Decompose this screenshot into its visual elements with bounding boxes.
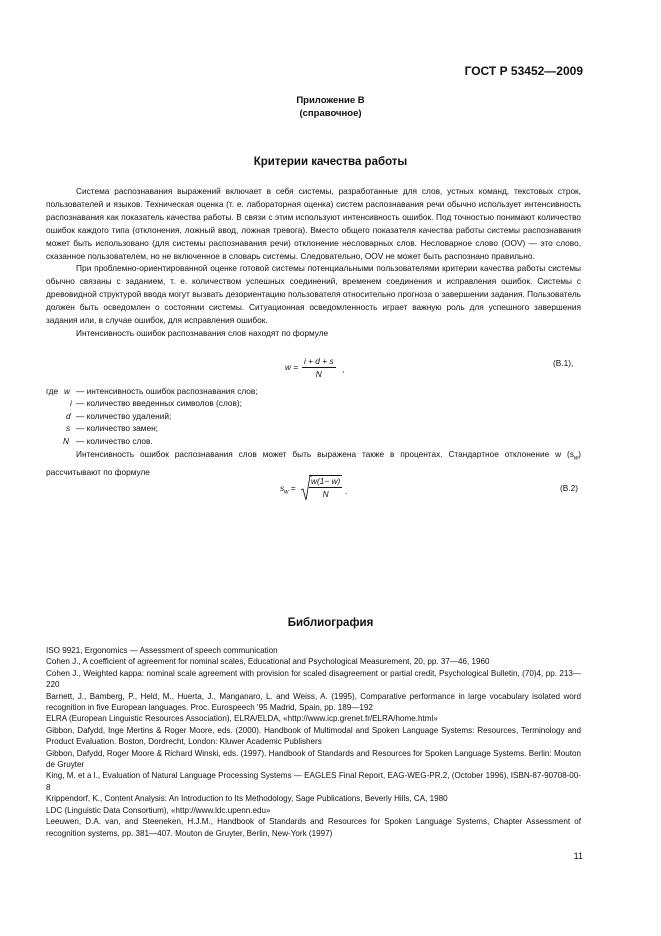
paragraph-text: Интенсивность ошибок распознавания слов может быть выражена также в процентах. Стандартное отклонение w (s xyxy=(76,449,574,459)
legend-text: — количество замен; xyxy=(76,423,158,434)
bibliography-heading: Библиография xyxy=(287,617,374,629)
bibliography-entry: Cohen J., A coefficient of agreement for nominal scales, Educational and Psychological Measurement, 20, pp. 37—46, 1960 xyxy=(46,657,490,667)
legend-row xyxy=(46,397,581,409)
formula-1-lhs: w = xyxy=(285,362,299,372)
legend-text: — количество введенных символов (слов); xyxy=(76,398,242,409)
formula-1-numerator: i + d + s xyxy=(304,356,334,366)
bibliography-entry: Leeuwen, D.A. van, and Steeneken, H.J.M., Handbook of Standards and Resources for Spoken Language Systems, Chapter Assessment of recognition systems, pp. 381—407. Mouton de Gruyter, Berlin, New-York (1997) xyxy=(46,817,581,838)
criteria-heading: Критерии качества работы xyxy=(253,156,408,168)
bibliography-entry: Gibbon, Dafydd, Roger Moore & Richard Winski, eds. (1997). Handbook of Standards and Resources for Spoken Language Systems. Berlin: Mouton de Gruyter xyxy=(46,748,581,770)
legend-row xyxy=(46,410,581,422)
bibliography-entry: Gibbon, Dafydd, Inge Mertins & Roger Moore, eds. (2000). Handbook of Multimodal and Spoken Language Systems: Resources, Terminology and Product Evaluation. Boston, Dordrecht, London: Kluwer Academic Publishers xyxy=(46,725,581,747)
standard-code: ГОСТ Р 53452—2009 xyxy=(464,64,583,78)
bibliography-entry: ELRA (European Linguistic Resources Association), ELRA/ELDA, «http://www.icp.grenet.fr/ELRA/home.html» xyxy=(46,714,438,724)
formula-2-number: (В.2) xyxy=(560,483,578,493)
legend-symbol: w xyxy=(64,386,70,396)
bibliography-entry: Cohen J., Weighted kappa: nominal scale agreement with provision for scaled disagreement or partial credit, Psychological Bulletin, (70)4, pp. 213—220 xyxy=(46,668,581,690)
symbol-legend xyxy=(46,385,581,447)
formula-2-fraction xyxy=(309,475,342,499)
legend-text: — количество слов. xyxy=(76,435,153,446)
formula-1-number: (В.1), xyxy=(553,358,574,368)
legend-row xyxy=(46,385,581,397)
legend-row xyxy=(46,435,581,447)
paragraph xyxy=(46,448,581,478)
bibliography-list xyxy=(46,645,581,839)
bibliography-entry: Barnett, J., Bamberg, P., Held, M., Huerta, J., Manganaro, L. and Weiss, A. (1995), Comparative performance in large vocabulary isolated word recognition in five European languages. Proc. Eurospeech '95 Madrid, Spain, pp. 189—192 xyxy=(46,691,581,713)
formula-2-numerator: w(1− w) xyxy=(311,476,341,486)
criteria-body xyxy=(46,185,581,340)
bibliography-entry: ISO 9921, Ergonomics — Assessment of speech communication xyxy=(46,646,278,655)
page-number: 11 xyxy=(573,851,583,861)
paragraph: Интенсивность ошибок распознавания слов находят по формуле xyxy=(76,327,329,338)
legend-row xyxy=(46,422,581,434)
appendix-subtitle: (справочное) xyxy=(299,108,362,119)
paragraph: При проблемно-ориентированной оценке готовой системы потенциальными пользователями критерии качества работы системы обычно связаны с заданием, т. е. количеством успешных соединений, временем соединения и исправления ошибок. Системы с древовидной структурой ввода могут вызвать дезориентацию пользователя относительно прогноза о завершении задания. Пользователь должен быть осведомлен о состоянии системы. Ситуационная осведомленность играет важную роль для успешного завершения задания или, в случае ошибок, для исправления ошибок. xyxy=(46,263,581,326)
formula-2-symbol: s xyxy=(280,483,285,493)
legend-prefix: где xyxy=(46,386,59,396)
legend-symbol: N xyxy=(63,435,69,446)
legend-symbol: s xyxy=(66,423,71,434)
bibliography-entry: Krippendorf, K., Content Analysis: An Introduction to Its Methodology, Sage Publications, Beverly Hills, CA, 1980 xyxy=(46,794,448,804)
formula-1-fraction xyxy=(302,356,336,379)
appendix-title: Приложение В xyxy=(296,95,365,106)
legend-symbol: i xyxy=(70,398,72,409)
subscript: w xyxy=(284,489,289,496)
formula-1-denominator: N xyxy=(315,369,322,379)
fraction-bar xyxy=(302,367,336,368)
equals-sign: = xyxy=(290,483,296,493)
formula-2-trail: . xyxy=(345,486,348,496)
paragraph-std-deviation xyxy=(46,448,581,478)
subscript: w xyxy=(573,455,579,462)
bibliography-entry: LDC (Linguistic Data Consortium), «http://www.ldc.upenn.edu» xyxy=(46,805,271,815)
fraction-bar xyxy=(309,487,342,488)
formula-1-trail: , xyxy=(342,364,345,374)
formula-2-denominator: N xyxy=(322,489,329,499)
paragraph: Система распознавания выражений включает в себя системы, разработанные для слов, устных команд, текстовых строк, пользователей и языков. Техническая оценка (т. е. лабораторная оценка) систем распознавания речи обычно использует интенсивность распознавания как показатель качества работы. В связи с этим используют интенсивность ошибок. Под точностью понимают количество ошибок каждого типа (отклонения, ложный ввод, ложная тревога). Вместо общего показателя качества работы системы распознавания может быть использовано (для системы распознавания речи) отклонение несловарных слов. Несловарное слово (OOV) — это слово, сказанное пользователем, но не включенное в словарь системы. Следовательно, OOV не может быть распознано правильно. xyxy=(46,186,581,261)
legend-text: — интенсивность ошибок распознавания слов; xyxy=(76,386,258,396)
formula-2-lhs xyxy=(280,483,296,496)
legend-symbol: d xyxy=(66,410,71,421)
paragraph-text: ) рассчитывают по формуле xyxy=(46,449,581,477)
bibliography-entry: King, M. et a l., Evaluation of Natural Language Processing Systems — EAGLES Final Report, EAG-WEG-PR.2, (October 1996), ISBN-87-90708-00-8 xyxy=(46,771,581,792)
legend-text: — количество удалений; xyxy=(76,410,172,421)
